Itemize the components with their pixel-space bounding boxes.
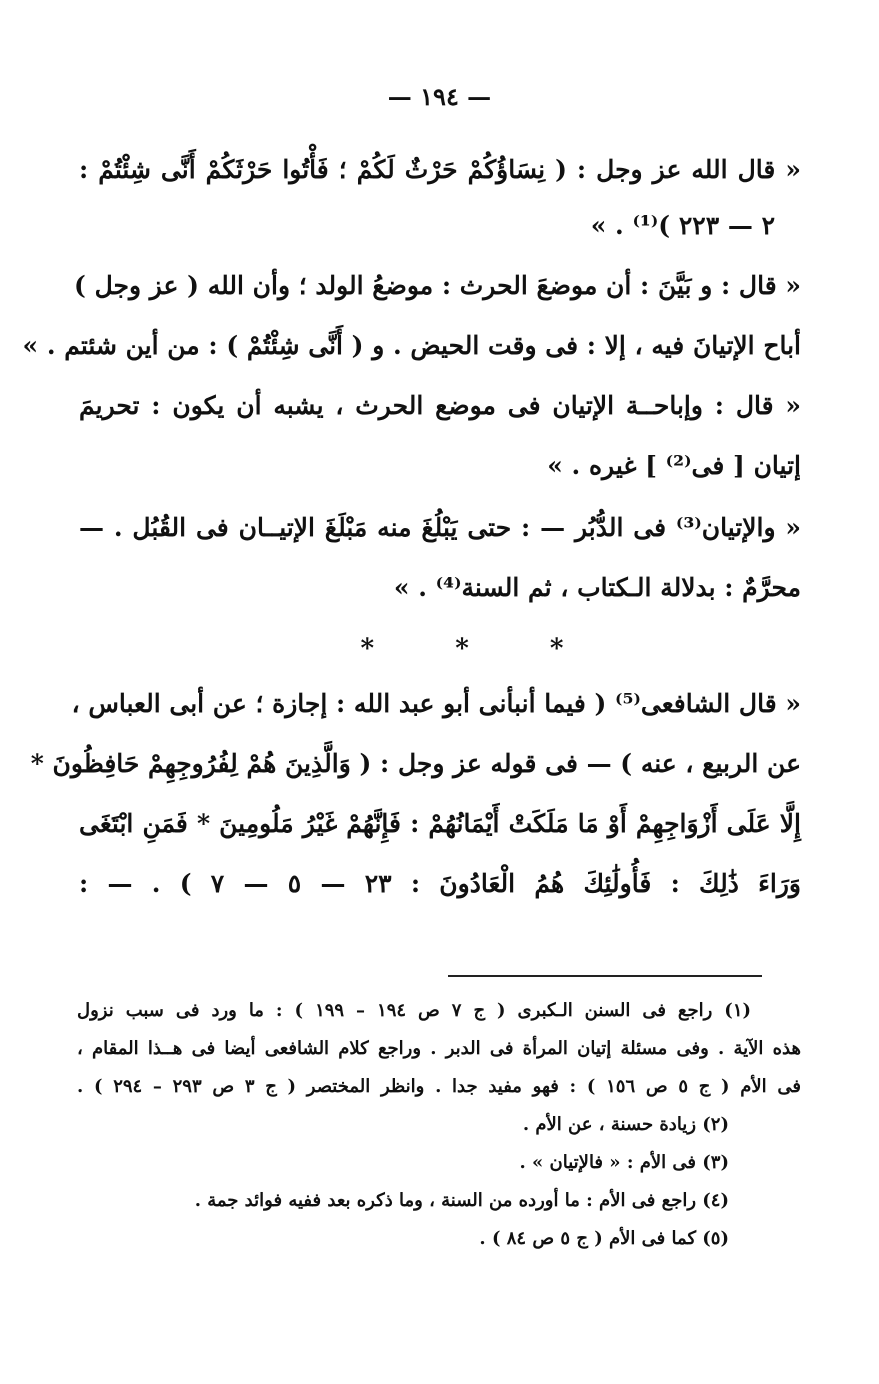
footnote-line: (١) راجع فى السنن الـكبرى ( ج ٧ ص ١٩٤ – ١٩٩ ) : ما ورد فى سبب نزول — [77, 1000, 752, 1021]
footnote-line: (٥) كما فى الأم ( ج ٥ ص ٨٤ ) . — [479, 1228, 729, 1249]
text-line: عن الربيع ، عنه ) — فى قوله عز وجل : ( وَالَّذِينَ هُمْ لِفُرُوجِهِمْ حَافِظُونَ * — [30, 749, 801, 778]
text-line: أباح الإتيانَ فيه ، إلا : فى وقت الحيض . و ( أَنَّى شِئْتُمْ ) : من أين شئتم . » — [22, 331, 801, 360]
text-line: وَرَاءَ ذَٰلِكَ : فَأُولَٰئِكَ هُمُ الْعَادُونَ : ٢٣ — ٥ — ٧ ) . — : — [79, 869, 801, 898]
footnote-line: هذه الآية . وفى مسئلة إتيان المرأة فى الدبر . وراجع كلام الشافعى أيضا فى هــذا المقام ، — [77, 1038, 801, 1059]
footnotes — [77, 992, 801, 1258]
text-line: إتيان [ فى⁽²⁾ ] غيره . » — [547, 451, 801, 480]
text-line: محرَّمٌ : بدلالة الـكتاب ، ثم السنة⁽⁴⁾ . » — [393, 573, 801, 602]
section-separator: * * * — [360, 634, 600, 664]
text-line: « والإتيان⁽³⁾ فى الدُّبُر — : حتى يَبْلُغَ منه مَبْلَغَ الإتيــان فى القُبُل . — — [79, 513, 801, 542]
main-text — [22, 140, 802, 914]
page-number: — ١٩٤ — — [387, 82, 492, 111]
text-line: « قال الشافعى⁽⁵⁾ ( فيما أنبأنى أبو عبد الله : إجازة ؛ عن أبى العباس ، — [71, 689, 801, 718]
text-line: إِلَّا عَلَى أَزْوَاجِهِمْ أَوْ مَا مَلَكَتْ أَيْمَانُهُمْ : فَإِنَّهُمْ غَيْرُ مَلُومِينَ * فَمَنِ ابْتَغَى — [79, 809, 801, 838]
footnote-divider — [448, 975, 762, 977]
text-line: « قال : وإباحــة الإتيان فى موضع الحرث ، يشبه أن يكون : تحريمَ — [79, 391, 801, 420]
text-line: ٢ — ٢٢٣ )⁽¹⁾ . » — [590, 211, 775, 240]
footnote-line: (٤) راجع فى الأم : ما أورده من السنة ، وما ذكره بعد ففيه فوائد جمة . — [194, 1190, 729, 1211]
footnote-line: (٢) زيادة حسنة ، عن الأم . — [522, 1114, 729, 1135]
footnote-line: (٣) فى الأم : « فالإتيان » . — [519, 1152, 729, 1173]
text-line: « قال : و بَيَّنَ : أن موضعَ الحرث : موضعُ الولد ؛ وأن الله ( عز وجل ) — [74, 271, 801, 300]
text-line: « قال الله عز وجل : ( نِسَاؤُكُمْ حَرْثٌ لَكُمْ ؛ فَأْتُوا حَرْثَكُمْ أَنَّى شِئْتُمْ : — [79, 155, 802, 184]
footnote-line: فى الأم ( ج ٥ ص ١٥٦ ) : فهو مفيد جدا . وانظر المختصر ( ج ٣ ص ٢٩٣ – ٢٩٤ ) . — [77, 1076, 801, 1097]
